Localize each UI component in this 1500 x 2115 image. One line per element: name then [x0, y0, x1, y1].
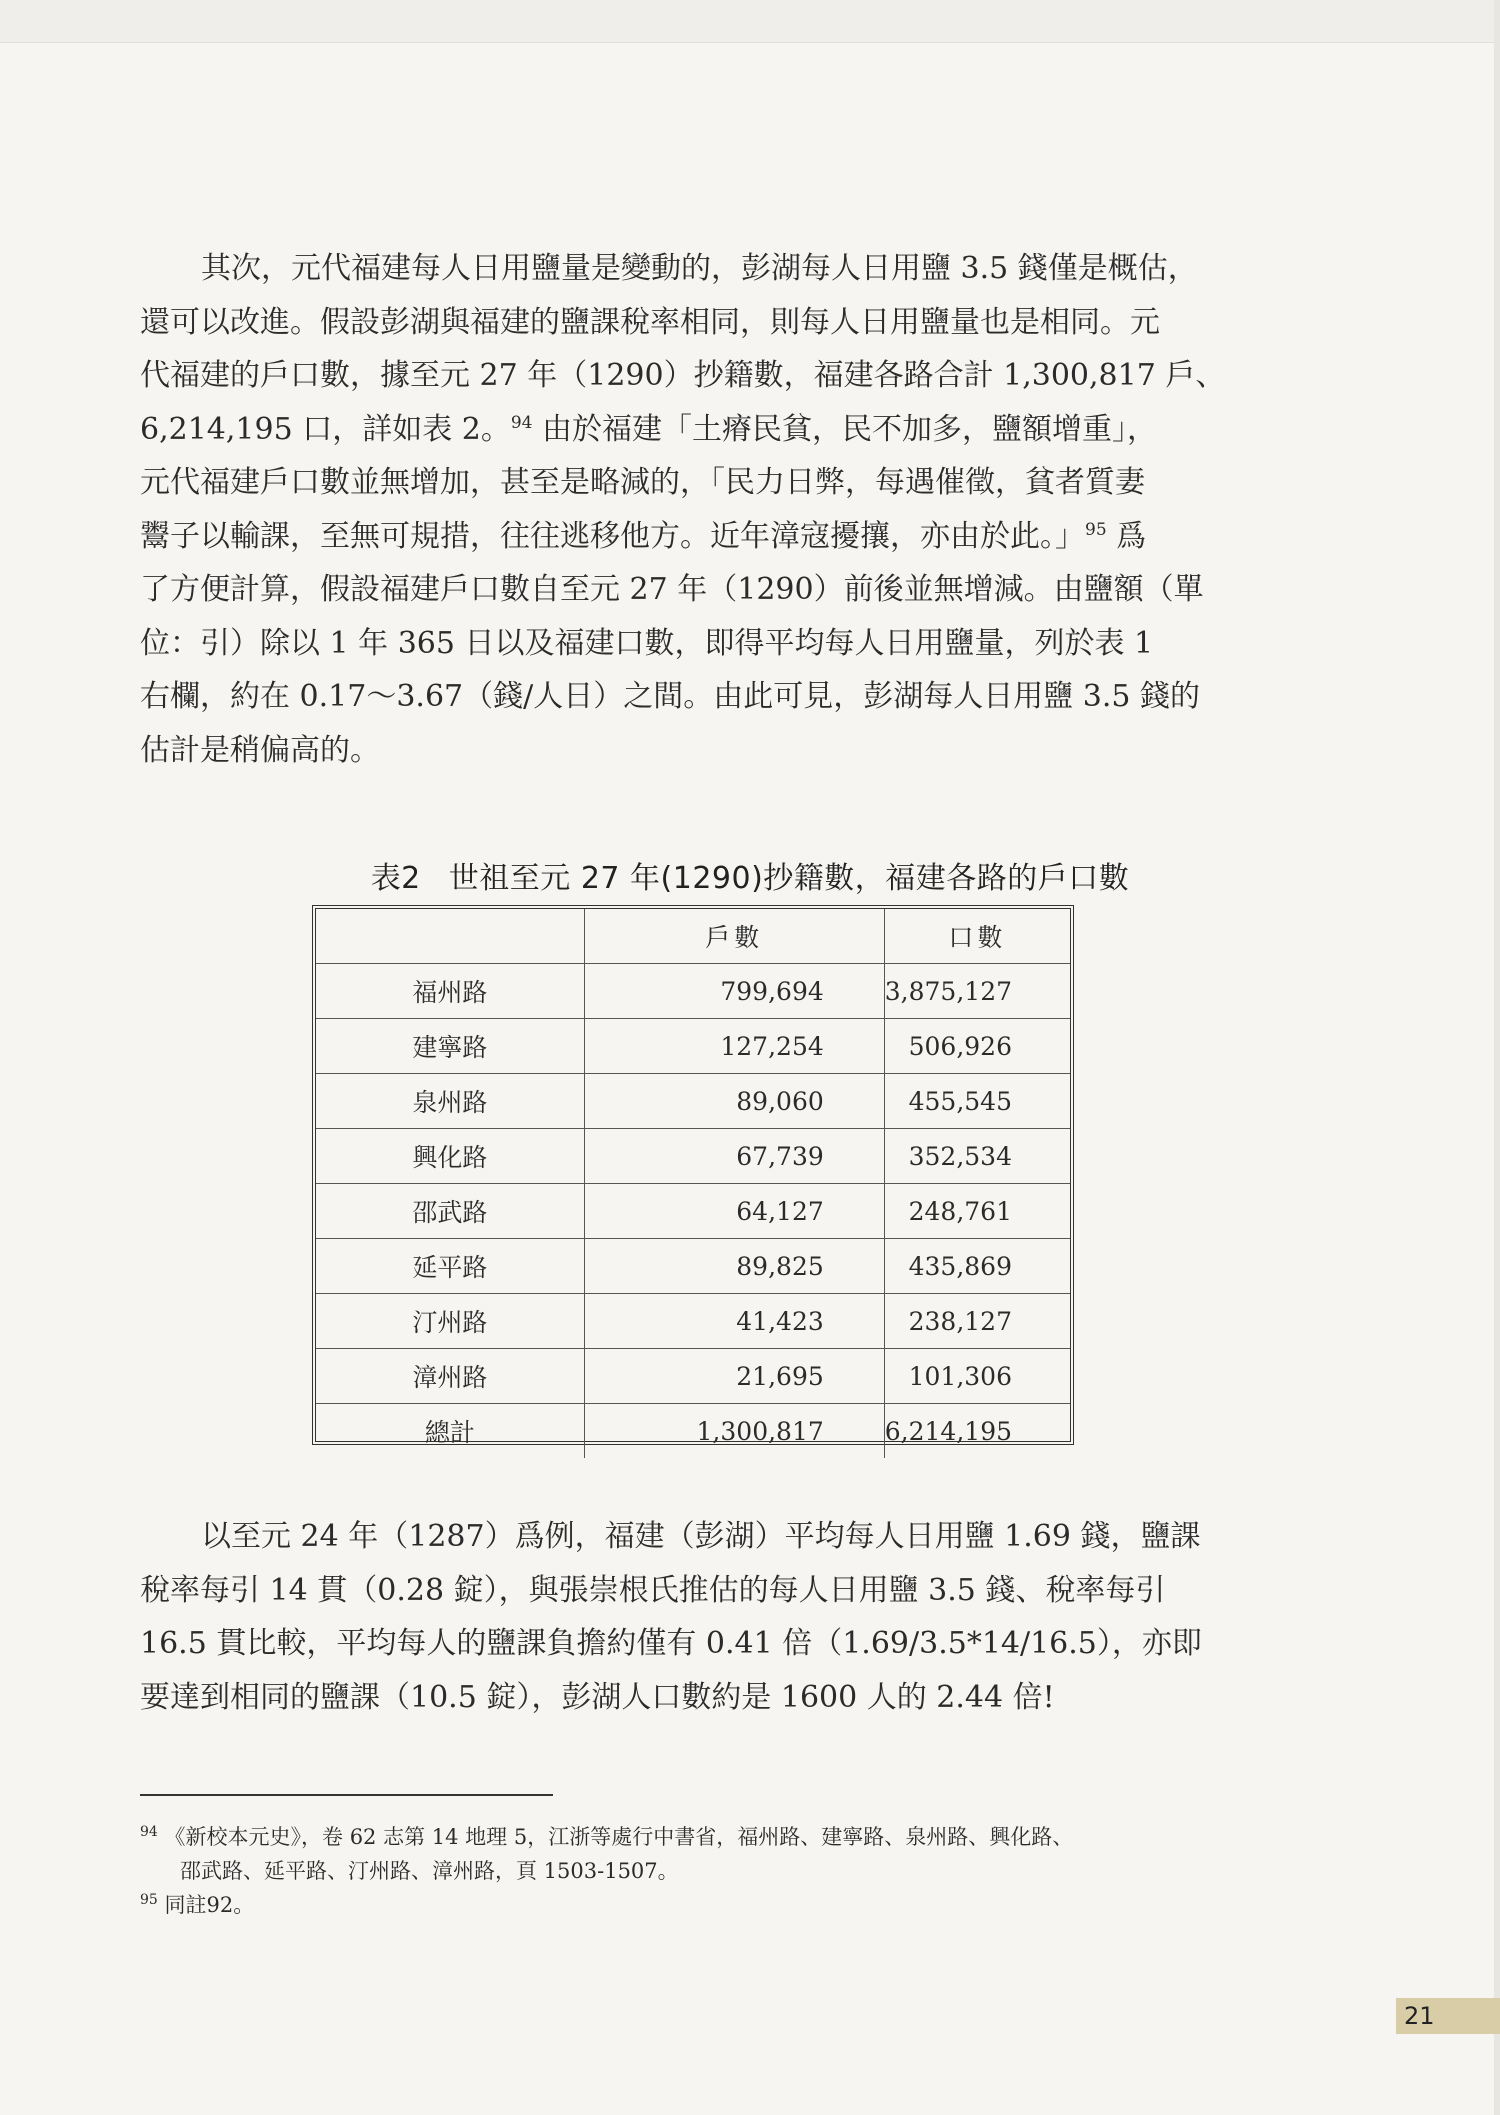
paragraph-1	[140, 242, 1270, 777]
household-count: 799,694	[584, 964, 884, 1019]
population-count: 101,306	[884, 1349, 1070, 1404]
table-row	[316, 1349, 1070, 1404]
total-households: 1,300,817	[584, 1404, 884, 1459]
table-caption	[0, 853, 1500, 897]
page-right-edge	[1494, 0, 1500, 2115]
paragraph-1-line: 其次，元代福建每人日用鹽量是變動的，彭湖每人日用鹽 3.5 錢僅是概估，	[201, 251, 1198, 286]
table-header-cell	[316, 909, 584, 964]
household-count: 67,739	[584, 1129, 884, 1184]
population-count: 455,545	[884, 1074, 1070, 1129]
footnote-94-line-2: 邵武路、延平路、汀州路、漳州路，頁 1503-1507。	[180, 1859, 679, 1883]
household-count: 89,060	[584, 1074, 884, 1129]
household-count: 64,127	[584, 1184, 884, 1239]
paragraph-2	[140, 1510, 1270, 1724]
paragraph-2-line: 稅率每引 14 貫（0.28 錠），與張崇根氏推估的每人日用鹽 3.5 錢、稅率每引	[140, 1572, 1166, 1608]
household-table	[312, 905, 1074, 1445]
total-label: 總計	[316, 1404, 584, 1459]
circuit-name: 汀州路	[316, 1294, 584, 1349]
total-population: 6,214,195	[884, 1404, 1070, 1459]
footnote-divider	[140, 1794, 553, 1796]
population-count: 435,869	[884, 1239, 1070, 1294]
table-header-cell: 戶數	[584, 909, 884, 964]
circuit-name: 福州路	[316, 964, 584, 1019]
footnote-text: 同註92。	[164, 1893, 255, 1917]
population-count: 238,127	[884, 1294, 1070, 1349]
table-row	[316, 1239, 1070, 1294]
circuit-name: 延平路	[316, 1239, 584, 1294]
footnote-ref-95[interactable]: 95	[1085, 519, 1107, 540]
footnote-95	[140, 1888, 1280, 1922]
paragraph-1-text: 6,214,195 口，詳如表 2。	[140, 411, 511, 447]
paragraph-2-line: 以至元 24 年（1287）爲例，福建（彭湖）平均每人日用鹽 1.69 錢，鹽課	[201, 1519, 1201, 1554]
table-row	[316, 1294, 1070, 1349]
paragraph-1-line: 了方便計算，假設福建戶口數自至元 27 年（1290）前後並無增減。由鹽額（單	[140, 572, 1204, 607]
population-count: 506,926	[884, 1019, 1070, 1074]
footnote-94	[140, 1820, 1280, 1888]
household-count: 21,695	[584, 1349, 884, 1404]
circuit-name: 建寧路	[316, 1019, 584, 1074]
population-count: 3,875,127	[884, 964, 1070, 1019]
population-count: 352,534	[884, 1129, 1070, 1184]
table-row	[316, 1074, 1070, 1129]
table-header-row	[316, 909, 1070, 964]
table-row	[316, 964, 1070, 1019]
paragraph-2-line: 要達到相同的鹽課（10.5 錠），彭湖人口數約是 1600 人的 2.44 倍!	[140, 1679, 1055, 1715]
circuit-name: 興化路	[316, 1129, 584, 1184]
table-row	[316, 1129, 1070, 1184]
circuit-name: 漳州路	[316, 1349, 584, 1404]
paragraph-2-line: 16.5 貫比較，平均每人的鹽課負擔約僅有 0.41 倍（1.69/3.5*14/16.5），亦即	[140, 1626, 1202, 1661]
paragraph-1-text: 鬻子以輸課，至無可規措，往往逃移他方。近年漳寇擾攘，亦由於此。」	[140, 518, 1085, 554]
household-count: 89,825	[584, 1239, 884, 1294]
table-total-row	[316, 1404, 1070, 1459]
paragraph-1-line	[140, 510, 1270, 564]
footnote-94-line-1	[140, 1825, 1073, 1849]
household-count: 127,254	[584, 1019, 884, 1074]
population-count: 248,761	[884, 1184, 1070, 1239]
footnote-mark: 95	[140, 1892, 158, 1908]
table-row	[316, 1019, 1070, 1074]
footnote-text: 《新校本元史》，卷 62 志第 14 地理 5，江浙等處行中書省，福州路、建寧路、泉州路、興化路、	[164, 1825, 1074, 1849]
page-top-band	[0, 0, 1500, 43]
circuit-name: 泉州路	[316, 1074, 584, 1129]
paragraph-1-line: 右欄，約在 0.17～3.67（錢/人日）之間。由此可見，彭湖每人日用鹽 3.5 錢的	[140, 679, 1201, 714]
footnote-ref-94[interactable]: 94	[510, 412, 533, 433]
household-count: 41,423	[584, 1294, 884, 1349]
table-title: 世祖至元 27 年(1290)抄籍數，福建各路的戶口數	[448, 861, 1130, 896]
circuit-name: 邵武路	[316, 1184, 584, 1239]
paragraph-1-line: 位：引）除以 1 年 365 日以及福建口數，即得平均每人日用鹽量，列於表 1	[140, 625, 1154, 661]
paragraph-1-text: 由於福建「土瘠民貧，民不加多，鹽額增重」，	[532, 411, 1158, 447]
paragraph-1-line: 代福建的戶口數，據至元 27 年（1290）抄籍數，福建各路合計 1,300,817 戶、	[140, 358, 1226, 393]
paragraph-1-text: 爲	[1106, 518, 1147, 554]
paragraph-1-line: 估計是稍偏高的。	[140, 732, 380, 768]
table-row	[316, 1184, 1070, 1239]
paragraph-1-line: 元代福建戶口數並無增加，甚至是略減的，「民力日弊，每遇催徵，貧者質妻	[140, 465, 1145, 500]
paragraph-1-line	[140, 403, 1270, 457]
footnote-mark: 94	[140, 1824, 158, 1840]
table-label: 表2	[370, 861, 421, 896]
page-number: 21	[1396, 1998, 1500, 2034]
table-header-cell: 口數	[884, 909, 1070, 964]
paragraph-1-line: 還可以改進。假設彭湖與福建的鹽課稅率相同，則每人日用鹽量也是相同。元	[140, 304, 1160, 340]
